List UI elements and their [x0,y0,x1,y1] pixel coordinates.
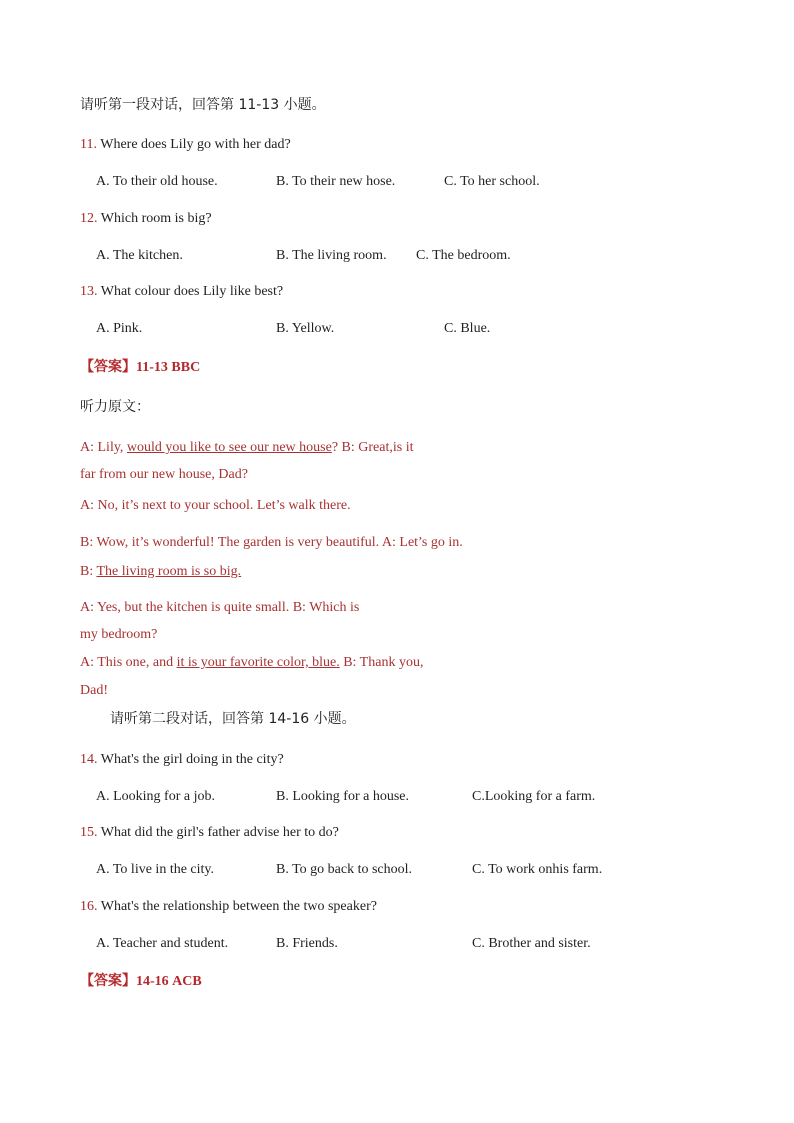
option-b: B. To their new hose. [276,174,396,189]
transcript-line-9: Dad! [80,683,108,698]
question-text: Which room is big? [100,211,212,226]
answer-text: 11-13 BBC [136,360,201,375]
option-b: B. Yellow. [276,321,335,336]
question-text: What colour does Lily like best? [100,284,284,299]
transcript-text: A: Lily, [80,440,127,455]
question-text: What did the girl's father advise her to do? [100,825,339,840]
option-c: C. Blue. [444,321,491,336]
option-b: B. Friends. [276,936,338,951]
transcript-line-6: A: Yes, but the kitchen is quite small. B: Which is [80,600,360,615]
transcript-underlined: it is your favorite color, blue. [176,655,340,670]
transcript-line-4: B: Wow, it’s wonderful! The garden is very beautiful. A: Let’s go in. [80,535,463,550]
option-b: B. The living room. [276,248,387,263]
transcript-underlined: The living room is so big. [96,564,242,579]
question-11 [80,136,291,154]
option-a: A. Pink. [96,321,143,336]
option-a: A. The kitchen. [96,248,183,263]
question-13 [80,283,283,301]
option-c: C.Looking for a farm. [472,789,596,804]
answer-14-16 [80,972,202,991]
option-c: C. To work onhis farm. [472,862,603,877]
question-number: 16. [80,899,98,914]
question-number: 14. [80,752,98,767]
option-c: C. The bedroom. [416,248,511,263]
question-number: 12. [80,211,98,226]
question-12 [80,210,212,228]
answer-11-13 [80,358,200,377]
option-b: B. To go back to school. [276,862,413,877]
option-b: B. Looking for a house. [276,789,409,804]
question-text: Where does Lily go with her dad? [100,137,291,152]
transcript-label: 听力原文： [80,399,150,415]
transcript-line-3: A: No, it’s next to your school. Let’s walk there. [80,498,351,513]
transcript-text: A: This one, and [80,655,177,670]
question-15 [80,824,339,842]
transcript-line-5 [80,563,241,581]
transcript-text: B: [80,564,97,579]
transcript-text: ? B: Great,is it [331,440,414,455]
option-a: A. Teacher and student. [96,936,229,951]
answer-bracket: 【答案】 [80,359,136,375]
option-a: A. To live in the city. [96,862,215,877]
transcript-line-2: far from our new house, Dad? [80,467,248,482]
section1-instruction: 请听第一段对话，回答第 11-13 小题。 [80,97,326,113]
transcript-line-7: my bedroom? [80,627,158,642]
question-number: 13. [80,284,98,299]
question-number: 15. [80,825,98,840]
option-c: C. Brother and sister. [472,936,591,951]
transcript-line-8 [80,654,423,672]
question-16 [80,898,377,916]
answer-bracket: 【答案】 [80,973,136,989]
question-14 [80,751,284,769]
transcript-text: B: Thank you, [339,655,424,670]
option-a: A. To their old house. [96,174,218,189]
section2-instruction: 请听第二段对话，回答第 14-16 小题。 [110,711,356,727]
transcript-line-1 [80,439,414,457]
transcript-underlined: would you like to see our new house [126,440,332,455]
question-text: What's the girl doing in the city? [100,752,284,767]
question-number: 11. [80,137,97,152]
option-a: A. Looking for a job. [96,789,215,804]
question-text: What's the relationship between the two speaker? [100,899,377,914]
answer-text: 14-16 ACB [136,974,202,989]
option-c: C. To her school. [444,174,540,189]
